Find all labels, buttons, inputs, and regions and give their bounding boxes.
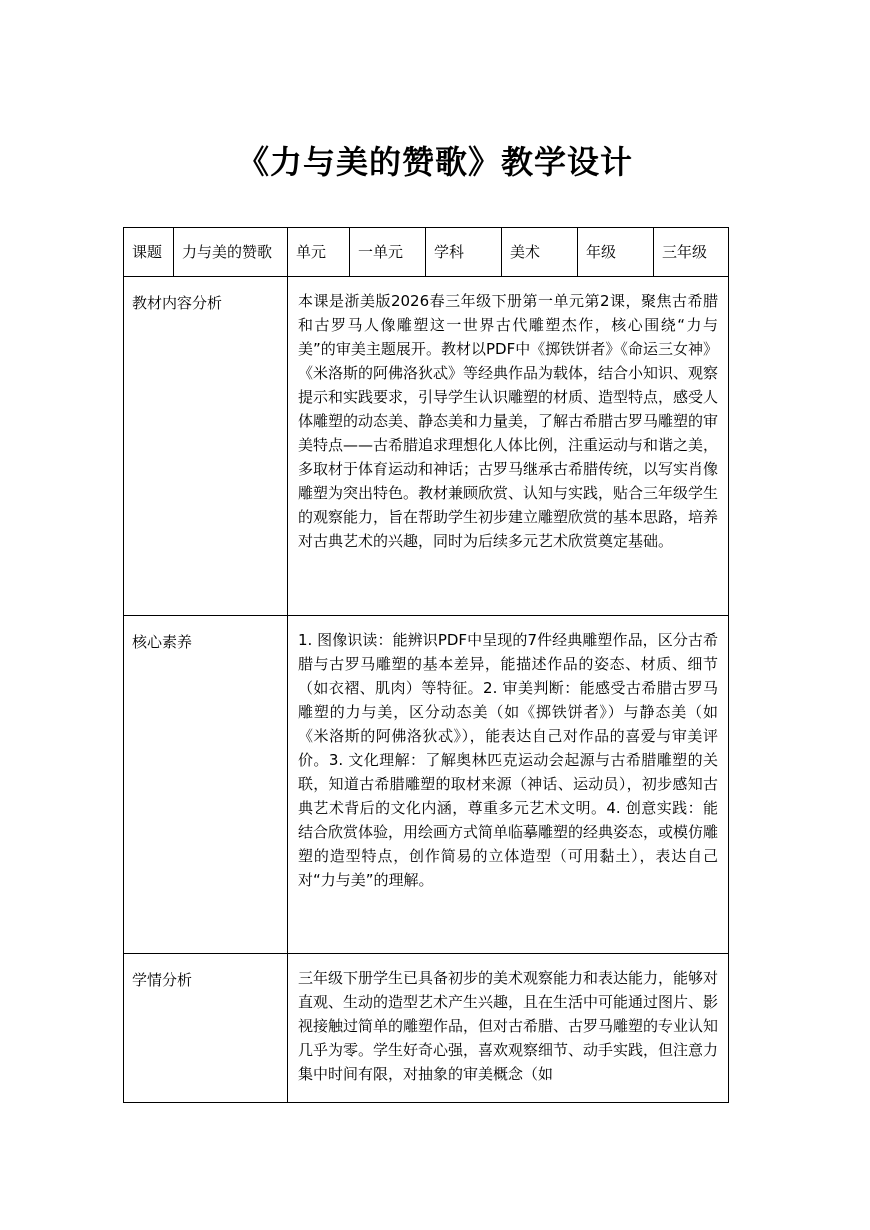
teaching-content-label: 教材内容分析 (124, 277, 288, 616)
lesson-design-table (123, 227, 729, 1103)
page-title: 《力与美的赞歌》教学设计 (236, 143, 633, 181)
lesson-value: 力与美的赞歌 (174, 228, 288, 277)
lesson-label: 课题 (124, 228, 174, 277)
core-literacy-row (124, 616, 729, 954)
unit-label: 单元 (288, 228, 350, 277)
subject-value: 美术 (502, 228, 578, 277)
teaching-content-row (124, 277, 729, 616)
grade-label: 年级 (578, 228, 654, 277)
student-analysis-label: 学情分析 (124, 954, 288, 1103)
unit-value: 一单元 (350, 228, 426, 277)
subject-label: 学科 (426, 228, 502, 277)
core-literacy-text: 1. 图像识读：能辨识PDF中呈现的7件经典雕塑作品，区分古希腊与古罗马雕塑的基本差异，能描述作品的姿态、材质、细节（如衣褶、肌肉）等特征。2. 审美判断：能感受古希腊古罗马雕塑的力与美，区分动态美（如《掷铁饼者》）与静态美（如《米洛斯的阿佛洛狄忒》），能表达自己对作品的喜爱与审美评价。3. 文化理解：了解奥林匹克运动会起源与古希腊雕塑的关联，知道古希腊雕塑的取材来源（神话、运动员），初步感知古典艺术背后的文化内涵，尊重多元艺术文明。4. 创意实践：能结合欣赏体验，用绘画方式简单临摹雕塑的经典姿态，或模仿雕塑的造型特点，创作简易的立体造型（可用黏土），表达自己对“力与美”的理解。 (288, 616, 729, 954)
student-analysis-row (124, 954, 729, 1103)
grade-value: 三年级 (654, 228, 729, 277)
table-header-row (124, 228, 729, 277)
teaching-content-text: 本课是浙美版2026春三年级下册第一单元第2课，聚焦古希腊和古罗马人像雕塑这一世界古代雕塑杰作，核心围绕“力与美”的审美主题展开。教材以PDF中《掷铁饼者》《命运三女神》《米洛斯的阿佛洛狄忒》等经典作品为载体，结合小知识、观察提示和实践要求，引导学生认识雕塑的材质、造型特点，感受人体雕塑的动态美、静态美和力量美，了解古希腊古罗马雕塑的审美特点——古希腊追求理想化人体比例，注重运动与和谐之美，多取材于体育运动和神话；古罗马继承古希腊传统，以写实肖像雕塑为突出特色。教材兼顾欣赏、认知与实践，贴合三年级学生的观察能力，旨在帮助学生初步建立雕塑欣赏的基本思路，培养对古典艺术的兴趣，同时为后续多元艺术欣赏奠定基础。 (288, 277, 729, 616)
student-analysis-text: 三年级下册学生已具备初步的美术观察能力和表达能力，能够对直观、生动的造型艺术产生兴趣，且在生活中可能通过图片、影视接触过简单的雕塑作品，但对古希腊、古罗马雕塑的专业认知几乎为零。学生好奇心强，喜欢观察细节、动手实践，但注意力集中时间有限，对抽象的审美概念（如 (298, 969, 718, 1083)
student-analysis-cell (288, 954, 729, 1103)
core-literacy-label: 核心素养 (124, 616, 288, 954)
